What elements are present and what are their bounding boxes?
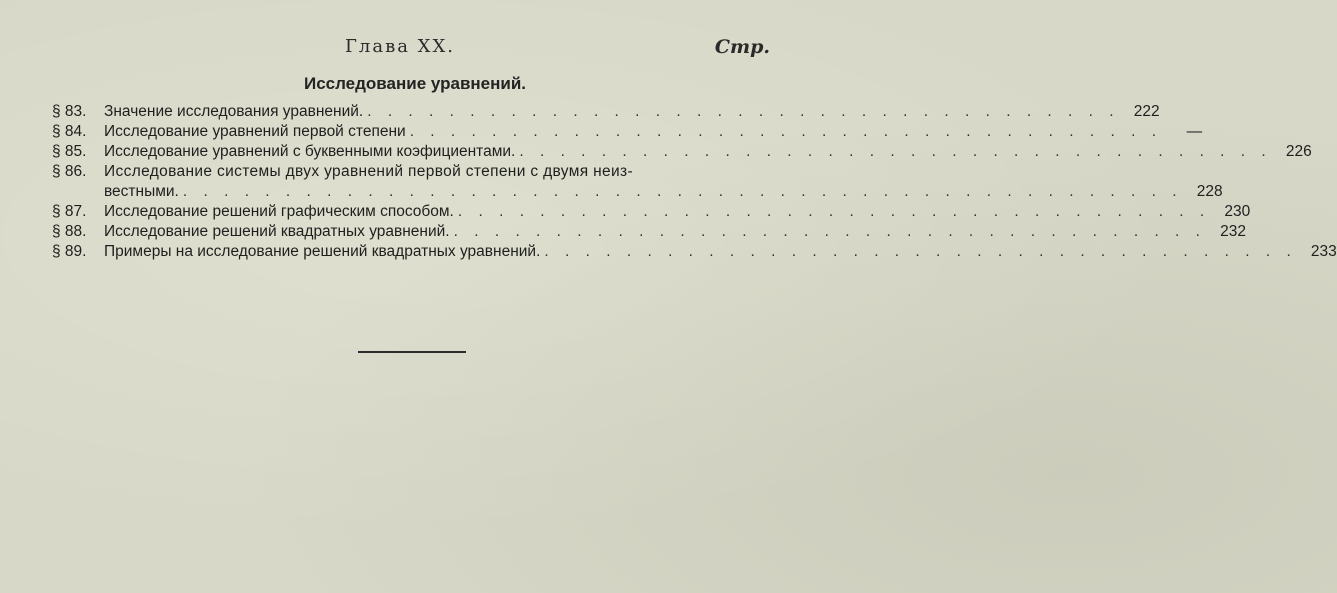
page-number: 230 xyxy=(1224,203,1251,220)
toc-entry-89 xyxy=(52,242,1337,262)
page-number: 222 xyxy=(1133,103,1160,120)
toc-entry-87 xyxy=(52,202,1251,222)
page-number: — xyxy=(1186,123,1203,140)
section-title-text: Исследование уравнений с буквенными коэфициентами. xyxy=(104,143,516,160)
leader-dots: . . . . . . . . . . . . . . . . . . . . . . . . . . . . . . . . . . . . . . . . . . . . . . . . . xyxy=(182,183,1183,200)
section-number: § 87. xyxy=(52,203,87,220)
page-number: 228 xyxy=(1196,183,1223,200)
toc-entry-83 xyxy=(52,102,1160,122)
section-title-text: Исследование решений квадратных уравнений. xyxy=(104,223,450,240)
toc-entry-88 xyxy=(52,222,1246,242)
toc-entry-84 xyxy=(52,122,1203,142)
leader-dots: . . . . . . . . . . . . . . . . . . . . . . . . . . . . . . . . . . . . . xyxy=(519,143,1272,160)
toc-entry-86 xyxy=(52,162,1223,202)
section-number: § 88. xyxy=(52,223,87,240)
section-end-rule xyxy=(358,351,466,353)
page-number: 226 xyxy=(1285,143,1312,160)
chapter-heading: Глава XX. xyxy=(344,36,456,57)
section-title-continuation: вестными. xyxy=(104,183,179,200)
section-number: § 83. xyxy=(52,103,87,120)
leader-dots: . . . . . . . . . . . . . . . . . . . . . . . . . . . . . . . . . . . . . xyxy=(453,223,1206,240)
section-number: § 85. xyxy=(52,143,87,160)
section-title-text: Примеры на исследование решений квадратных уравнений. xyxy=(104,243,541,260)
leader-dots: . . . . . . . . . . . . . . . . . . . . . . . . . . . . . . . . . . . . . xyxy=(409,123,1163,140)
section-number: § 89. xyxy=(52,243,87,260)
section-number: § 84. xyxy=(52,123,87,140)
page-number: 233 xyxy=(1310,243,1337,260)
leader-dots: . . . . . . . . . . . . . . . . . . . . . . . . . . . . . . . . . . . . . xyxy=(544,243,1297,260)
section-title-text: Значение исследования уравнений. xyxy=(104,103,364,120)
leader-dots: . . . . . . . . . . . . . . . . . . . . . . . . . . . . . . . . . . . . . xyxy=(367,103,1120,120)
section-number: § 86. xyxy=(52,163,87,180)
toc-entry-85 xyxy=(52,142,1312,162)
page-number: 232 xyxy=(1220,223,1246,240)
page-column-label: Стр. xyxy=(714,36,770,58)
table-of-contents xyxy=(52,102,1337,262)
section-title-text: Исследование решений графическим способом. xyxy=(104,203,454,220)
section-title-text: Исследование системы двух уравнений первой степени с двумя неиз- xyxy=(104,163,633,180)
section-title: Исследование уравнений. xyxy=(303,74,527,93)
leader-dots: . . . . . . . . . . . . . . . . . . . . . . . . . . . . . . . . . . . . . xyxy=(457,203,1211,220)
section-title-text: Исследование уравнений первой степени xyxy=(104,123,406,140)
